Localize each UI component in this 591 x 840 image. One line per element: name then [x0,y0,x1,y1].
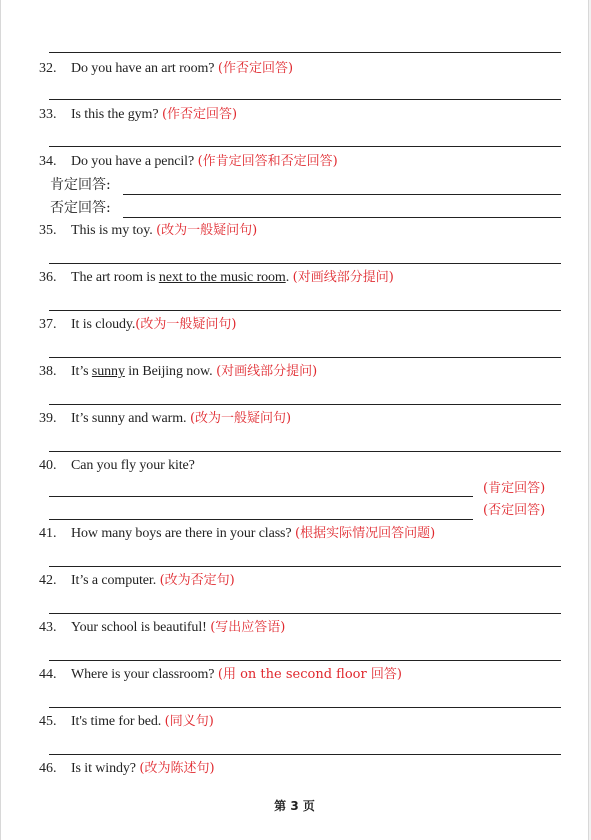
question-number: 32. [39,61,57,76]
question-text-start: It’s [71,364,92,379]
question-46 [39,760,215,778]
question-text: Is it windy? [71,761,136,776]
question-32 [39,60,293,78]
question-instruction: (改为一般疑问句) [156,223,258,238]
answer-line-41[interactable] [49,566,561,567]
question-number: 34. [39,154,57,169]
question-number: 33. [39,107,57,122]
answer-line-38[interactable] [49,404,561,405]
question-instruction: (改为否定句) [159,573,235,588]
underlined-phrase: next to the music room [158,270,286,285]
answer-line-31[interactable] [49,52,561,53]
question-34 [39,153,338,171]
question-39 [39,410,291,428]
question-number: 40. [39,458,57,473]
answer-line-44[interactable] [49,707,561,708]
question-instruction: (写出应答语) [210,620,286,635]
question-number: 39. [39,411,57,426]
question-text: It’s sunny and warm. [71,411,187,426]
question-text: Can you fly your kite? [71,458,195,473]
question-instruction: (作肯定回答和否定回答) [197,154,338,169]
question-instruction: (改为一般疑问句) [189,411,292,426]
question-44 [39,666,402,684]
answer-line-45[interactable] [49,754,561,755]
question-instruction: (改为一般疑问句) [135,317,237,332]
answer-line-32[interactable] [49,99,561,100]
question-45 [39,713,214,731]
question-text: Your school is beautiful! [71,620,207,635]
question-text: Do you have an art room? [71,61,215,76]
negative-answer-note: (否定回答) [483,503,546,518]
question-38 [39,363,317,381]
question-35 [39,222,257,240]
question-36 [39,269,394,287]
question-text: Where is your classroom? [71,667,215,682]
positive-answer-line[interactable] [49,496,473,497]
question-number: 37. [39,317,57,332]
question-number: 36. [39,270,57,285]
question-text: It’s a computer. [71,573,157,588]
question-37 [39,316,236,334]
positive-answer-line[interactable] [123,194,561,195]
question-text: It's time for bed. [71,714,162,729]
answer-line-43[interactable] [49,660,561,661]
question-text-end: . [285,270,290,285]
answer-line-39[interactable] [49,451,561,452]
page-number-footer: 第 3 页 [274,799,315,813]
question-42 [39,572,235,590]
question-number: 41. [39,526,57,541]
answer-line-42[interactable] [49,613,561,614]
question-instruction: (作否定回答) [161,107,238,122]
question-number: 43. [39,620,57,635]
question-number: 45. [39,714,57,729]
question-number: 44. [39,667,57,682]
positive-answer-note: (肯定回答) [483,481,546,496]
question-instruction: (对画线部分提问) [292,270,394,285]
negative-answer-label: 否定回答: [50,200,111,216]
question-number: 46. [39,761,57,776]
question-number: 38. [39,364,57,379]
question-instruction: (同义句) [164,714,214,729]
question-41 [39,525,435,543]
underlined-phrase: sunny [91,364,125,379]
question-text: It is cloudy. [71,317,136,332]
question-number: 35. [39,223,57,238]
answer-line-35[interactable] [49,263,561,264]
question-instruction: (用 on the second floor 回答) [217,667,402,682]
negative-answer-line[interactable] [123,217,561,218]
positive-answer-label: 肯定回答: [50,177,111,193]
question-text: Is this the gym? [71,107,159,122]
question-instruction: (对画线部分提问) [216,364,318,379]
question-instruction: (作否定回答) [217,61,294,76]
question-text-start: The art room is [71,270,159,285]
question-33 [39,106,237,124]
answer-line-33[interactable] [49,146,561,147]
question-40 [39,457,195,475]
question-43 [39,619,285,637]
negative-answer-line[interactable] [49,519,473,520]
answer-line-37[interactable] [49,357,561,358]
question-number: 42. [39,573,57,588]
answer-line-36[interactable] [49,310,561,311]
question-text: This is my toy. [71,223,153,238]
question-instruction: (改为陈述句) [139,761,215,776]
question-instruction: (根据实际情况回答问题) [295,526,436,541]
question-text: Do you have a pencil? [71,154,195,169]
question-text-end: in Beijing now. [124,364,213,379]
question-text: How many boys are there in your class? [71,526,292,541]
